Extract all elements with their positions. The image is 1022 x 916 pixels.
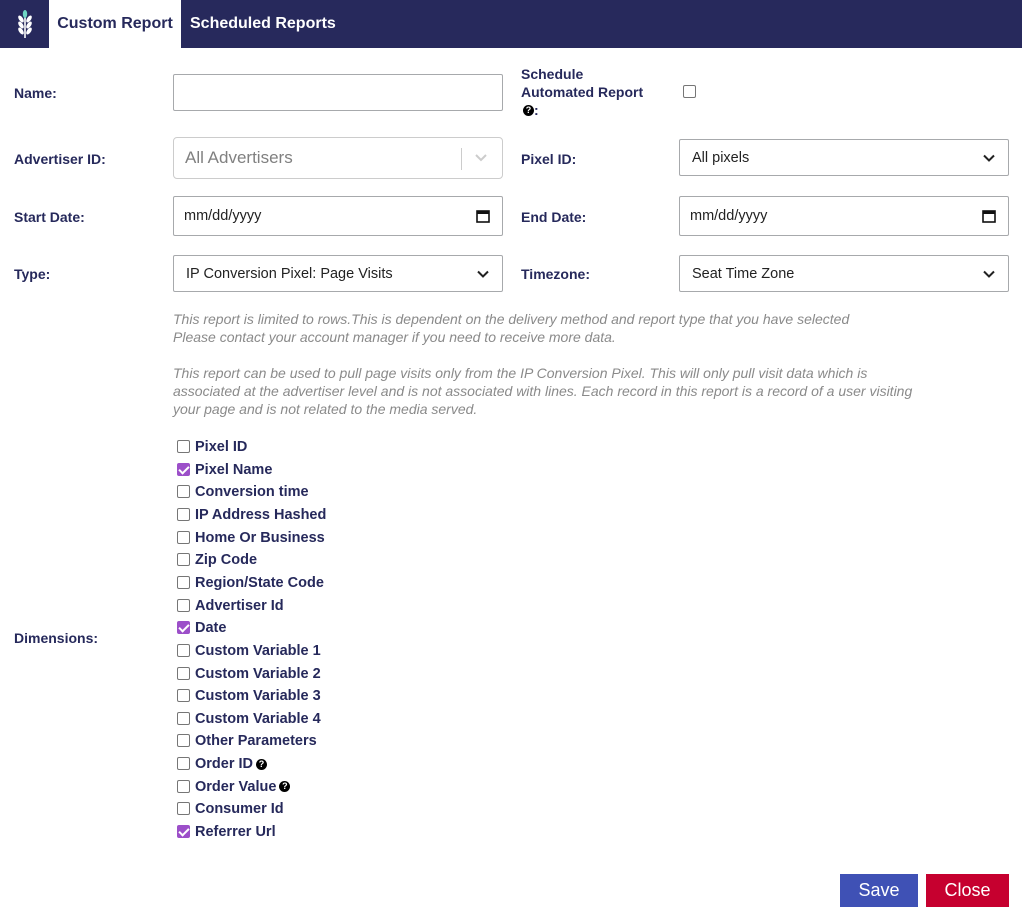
dimension-label-text: Region/State Code: [195, 574, 324, 591]
dimension-label-text: Order ID: [195, 756, 254, 773]
dimension-item[interactable]: [177, 755, 477, 775]
dimension-label: [195, 779, 290, 795]
dimension-label: [195, 552, 257, 568]
dimension-item[interactable]: [177, 461, 477, 481]
dimension-label: [195, 484, 309, 500]
dimension-label: [195, 666, 321, 682]
advertiser-select[interactable]: [173, 137, 503, 179]
dimension-label-text: Home Or Business: [195, 529, 325, 546]
calendar-icon[interactable]: [476, 209, 490, 223]
dimension-label-text: Custom Variable 1: [195, 642, 321, 659]
dimension-label: [195, 530, 325, 546]
tab-custom-report[interactable]: Custom Report: [49, 0, 181, 48]
schedule-checkbox[interactable]: [683, 85, 696, 98]
dimension-checkbox[interactable]: [177, 576, 190, 589]
dimension-checkbox[interactable]: [177, 689, 190, 702]
dimension-label: [195, 598, 284, 614]
name-input[interactable]: [173, 74, 503, 111]
start-date-input[interactable]: [173, 196, 503, 236]
calendar-icon[interactable]: [982, 209, 996, 223]
end-date-input[interactable]: [679, 196, 1009, 236]
dimension-label-text: Custom Variable 4: [195, 710, 321, 727]
type-select-value: IP Conversion Pixel: Page Visits: [186, 265, 393, 282]
dimension-item[interactable]: [177, 687, 477, 707]
dimension-item[interactable]: [177, 574, 477, 594]
dimension-checkbox[interactable]: [177, 757, 190, 770]
tab-scheduled-reports[interactable]: Scheduled Reports: [190, 15, 336, 32]
dimension-label-text: Date: [195, 620, 227, 637]
help-icon[interactable]: ?: [279, 781, 290, 792]
dimension-item[interactable]: [177, 597, 477, 617]
timezone-label: Timezone:: [521, 266, 590, 282]
dimension-checkbox[interactable]: [177, 463, 190, 476]
report-description-line2: associated at the advertiser level and is not associated with lines. Each record in this report is a record of a user visiting: [173, 383, 913, 399]
dimension-checkbox[interactable]: [177, 712, 190, 725]
dimensions-label: Dimensions:: [14, 630, 99, 646]
dimension-item[interactable]: [177, 506, 477, 526]
dimension-checkbox[interactable]: [177, 508, 190, 521]
top-nav-bar: [0, 0, 1022, 48]
dimension-checkbox[interactable]: [177, 531, 190, 544]
wheat-logo-icon[interactable]: [0, 0, 49, 48]
pixel-label: Pixel ID:: [521, 151, 577, 167]
dimension-label-text: Other Parameters: [195, 733, 317, 750]
dimension-checkbox[interactable]: [177, 485, 190, 498]
dimension-label-text: IP Address Hashed: [195, 506, 327, 523]
dimension-label: [195, 688, 321, 704]
dimension-label: [195, 733, 317, 749]
dimension-item[interactable]: [177, 710, 477, 730]
chevron-down-icon[interactable]: [474, 151, 488, 165]
schedule-label-line2: Automated Report: [521, 84, 644, 100]
dimension-label: [195, 756, 267, 772]
close-button[interactable]: Close: [926, 874, 1009, 907]
dimension-label: [195, 620, 226, 636]
report-description-line3: your page and is not related to the media served.: [173, 401, 478, 417]
schedule-label: [521, 65, 671, 119]
advertiser-placeholder: All Advertisers: [185, 148, 293, 167]
dimension-checkbox[interactable]: [177, 780, 190, 793]
name-label: Name:: [14, 85, 57, 101]
save-button[interactable]: Save: [840, 874, 918, 907]
dimension-checkbox[interactable]: [177, 825, 190, 838]
dimension-item[interactable]: [177, 642, 477, 662]
dimension-label-text: Zip Code: [195, 552, 258, 569]
chevron-down-icon: [476, 267, 490, 281]
dimension-label-text: Custom Variable 2: [195, 665, 321, 682]
dimension-label-text: Advertiser Id: [195, 597, 284, 614]
dimension-item[interactable]: [177, 778, 477, 798]
chevron-down-icon: [982, 267, 996, 281]
pixel-select-value: All pixels: [692, 149, 750, 166]
dimension-checkbox[interactable]: [177, 553, 190, 566]
dimension-item[interactable]: [177, 732, 477, 752]
dimension-label-text: Pixel Name: [195, 461, 273, 478]
dimension-item[interactable]: [177, 551, 477, 571]
schedule-label-suffix: :: [534, 102, 539, 118]
help-icon[interactable]: ?: [256, 759, 267, 770]
dimension-label-text: Pixel ID: [195, 439, 248, 455]
select-separator: [461, 148, 462, 170]
dimension-checkbox[interactable]: [177, 644, 190, 657]
start-date-label: Start Date:: [14, 209, 85, 225]
dimension-checkbox[interactable]: [177, 667, 190, 680]
advertiser-label: Advertiser ID:: [14, 151, 106, 167]
report-limit-line1: This report is limited to rows.This is dependent on the delivery method and report type that you have selected: [173, 311, 850, 327]
dimension-checkbox[interactable]: [177, 734, 190, 747]
dimension-label: [195, 507, 326, 523]
chevron-down-icon: [982, 151, 996, 165]
timezone-select-value: Seat Time Zone: [692, 265, 795, 282]
dimension-label: [195, 824, 276, 840]
dimension-checkbox[interactable]: [177, 440, 190, 453]
help-icon[interactable]: ?: [523, 105, 534, 116]
report-limit-note: [173, 310, 849, 346]
dimension-item[interactable]: [177, 665, 477, 685]
type-label: Type:: [14, 266, 51, 282]
report-description-line1: This report can be used to pull page visits only from the IP Conversion Pixel. This will only pull visit data which is: [173, 365, 868, 381]
dimension-label: [195, 801, 284, 817]
dimension-item[interactable]: [177, 823, 477, 843]
timezone-select[interactable]: [679, 255, 1009, 292]
dimension-item[interactable]: [177, 529, 477, 549]
dimension-label-text: Consumer Id: [195, 801, 284, 818]
report-description: [173, 364, 912, 418]
dimension-item[interactable]: [177, 619, 477, 639]
start-date-placeholder: mm/dd/yyyy: [184, 208, 262, 224]
dimension-label-text: Custom Variable 3: [195, 688, 321, 705]
dimension-label: [195, 711, 321, 727]
dimension-label: [195, 575, 324, 591]
dimension-checkbox[interactable]: [177, 599, 190, 612]
end-date-label: End Date:: [521, 209, 587, 225]
type-select[interactable]: [173, 255, 503, 292]
dimension-label-text: Conversion time: [195, 484, 309, 501]
dimension-label-text: Order Value: [195, 778, 277, 795]
schedule-label-line1: Schedule: [521, 66, 584, 82]
dimension-item[interactable]: [177, 483, 477, 503]
end-date-placeholder: mm/dd/yyyy: [690, 208, 768, 224]
dimension-label-text: Referrer Url: [195, 824, 276, 841]
dimension-checkbox[interactable]: [177, 802, 190, 815]
dimension-item[interactable]: [177, 438, 477, 458]
dimension-label: [195, 462, 272, 478]
dimension-checkbox[interactable]: [177, 621, 190, 634]
pixel-select[interactable]: [679, 139, 1009, 176]
report-limit-line2: Please contact your account manager if you need to receive more data.: [173, 329, 616, 345]
dimension-label: [195, 439, 247, 455]
dimension-label: [195, 643, 321, 659]
dimension-item[interactable]: [177, 800, 477, 820]
